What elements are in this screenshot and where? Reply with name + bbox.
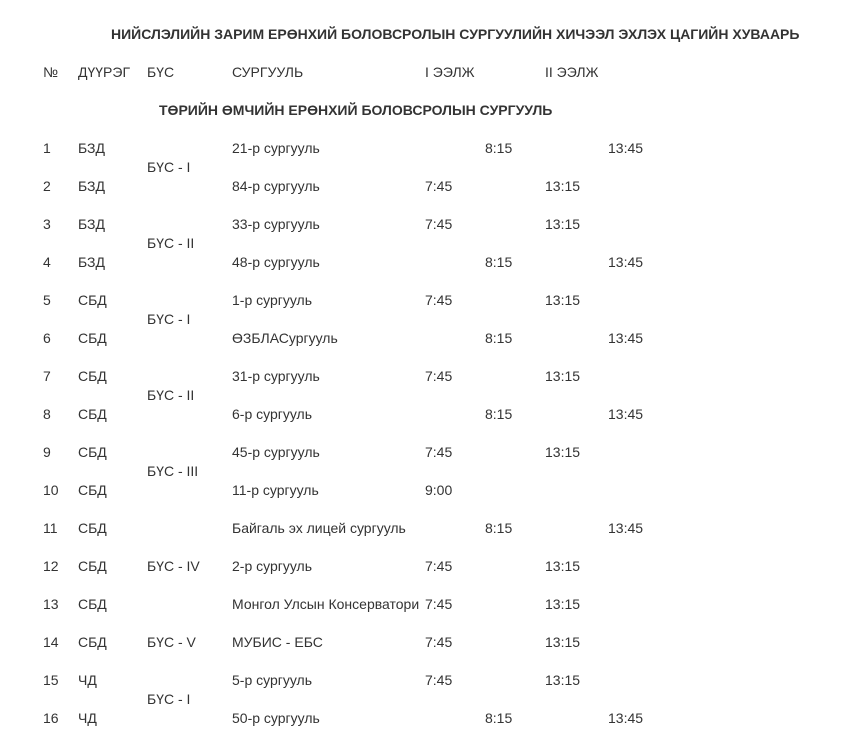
row-district: СБД <box>78 634 107 650</box>
row-number: 6 <box>43 330 51 346</box>
bus-zone-label: БҮС - II <box>147 387 195 403</box>
row-number: 16 <box>43 710 59 726</box>
row-district: СБД <box>78 406 107 422</box>
row-shift1-time: 7:45 <box>425 558 453 574</box>
row-district: СБД <box>78 444 107 460</box>
bus-zone-label: БҮС - I <box>147 159 191 175</box>
row-school: ӨЗБЛАСургууль <box>232 330 338 346</box>
bus-zone-label: БҮС - II <box>147 235 195 251</box>
row-district: БЗД <box>78 216 105 232</box>
row-shift2-time: 13:15 <box>545 444 581 460</box>
row-school: 84-р сургууль <box>232 178 320 194</box>
row-school: 31-р сургууль <box>232 368 320 384</box>
row-district: СБД <box>78 368 107 384</box>
row-district: ЧД <box>78 672 97 688</box>
bus-zone-label: БҮС - IV <box>147 558 200 574</box>
bus-zone-label: БҮС - I <box>147 691 191 707</box>
row-shift1-time: 9:00 <box>425 482 453 498</box>
row-shift2-time: 13:15 <box>545 368 581 384</box>
row-district: БЗД <box>78 140 105 156</box>
header-num: № <box>43 64 59 80</box>
row-shift2-time: 13:45 <box>608 254 644 270</box>
row-shift2-time: 13:45 <box>608 406 644 422</box>
page-title: НИЙСЛЭЛИЙН ЗАРИМ ЕРӨНХИЙ БОЛОВСРОЛЫН СУРГУУЛИЙН ХИЧЭЭЛ ЭХЛЭХ ЦАГИЙН ХУВААРЬ <box>111 26 800 42</box>
row-school: 5-р сургууль <box>232 672 313 688</box>
section-title: ТӨРИЙН ӨМЧИЙН ЕРӨНХИЙ БОЛОВСРОЛЫН СУРГУУЛЬ <box>159 102 553 118</box>
row-shift1-time: 7:45 <box>425 444 453 460</box>
row-shift1-time: 7:45 <box>425 634 453 650</box>
row-district: СБД <box>78 520 107 536</box>
header-school: СУРГУУЛЬ <box>232 64 304 80</box>
row-school: 33-р сургууль <box>232 216 320 232</box>
row-school: 48-р сургууль <box>232 254 320 270</box>
header-shift2: II ЭЭЛЖ <box>545 64 599 80</box>
row-shift2-time: 13:15 <box>545 216 581 232</box>
row-shift2-time: 13:15 <box>545 178 581 194</box>
row-shift2-time: 13:45 <box>608 520 644 536</box>
row-number: 11 <box>43 520 58 536</box>
row-district: СБД <box>78 330 107 346</box>
row-school: Монгол Улсын Консерватори <box>232 596 420 612</box>
header-shift1: I ЭЭЛЖ <box>425 64 475 80</box>
row-number: 15 <box>43 672 59 688</box>
row-shift2-time: 13:15 <box>545 292 581 308</box>
row-district: СБД <box>78 558 107 574</box>
row-shift1-time: 7:45 <box>425 216 453 232</box>
row-shift2-time: 13:45 <box>608 330 644 346</box>
row-shift1-time: 8:15 <box>485 710 513 726</box>
row-shift1-time: 7:45 <box>425 368 453 384</box>
bus-zone-label: БҮС - I <box>147 311 191 327</box>
row-number: 1 <box>43 140 51 156</box>
row-shift2-time: 13:15 <box>545 672 581 688</box>
row-school: 21-р сургууль <box>232 140 320 156</box>
row-district: БЗД <box>78 254 105 270</box>
row-shift2-time: 13:15 <box>545 596 581 612</box>
row-shift1-time: 7:45 <box>425 178 453 194</box>
row-shift1-time: 7:45 <box>425 292 453 308</box>
row-shift1-time: 7:45 <box>425 596 453 612</box>
row-shift1-time: 8:15 <box>485 330 513 346</box>
row-school: 2-р сургууль <box>232 558 313 574</box>
row-school: МУБИС - ЕБС <box>232 634 323 650</box>
row-number: 10 <box>43 482 59 498</box>
row-number: 8 <box>43 406 51 422</box>
row-number: 9 <box>43 444 51 460</box>
row-school: 6-р сургууль <box>232 406 313 422</box>
row-number: 13 <box>43 596 59 612</box>
row-shift1-time: 7:45 <box>425 672 453 688</box>
row-shift2-time: 13:45 <box>608 710 644 726</box>
row-shift1-time: 8:15 <box>485 406 513 422</box>
row-shift2-time: 13:15 <box>545 634 581 650</box>
row-school: 50-р сургууль <box>232 710 320 726</box>
header-bus: БҮС <box>147 64 175 80</box>
row-school: Байгаль эх лицей сургууль <box>232 520 406 536</box>
row-district: СБД <box>78 596 107 612</box>
row-shift1-time: 8:15 <box>485 140 513 156</box>
row-school: 11-р сургууль <box>232 482 319 498</box>
bus-zone-label: БҮС - III <box>147 463 199 479</box>
header-district: ДҮҮРЭГ <box>78 64 131 80</box>
bus-zone-label: БҮС - V <box>147 634 196 650</box>
row-number: 4 <box>43 254 51 270</box>
row-number: 5 <box>43 292 51 308</box>
row-district: БЗД <box>78 178 105 194</box>
row-district: ЧД <box>78 710 97 726</box>
row-school: 1-р сургууль <box>232 292 313 308</box>
row-district: СБД <box>78 292 107 308</box>
row-shift2-time: 13:45 <box>608 140 644 156</box>
row-district: СБД <box>78 482 107 498</box>
row-number: 7 <box>43 368 51 384</box>
row-shift1-time: 8:15 <box>485 520 513 536</box>
row-number: 3 <box>43 216 51 232</box>
row-school: 45-р сургууль <box>232 444 320 460</box>
row-number: 14 <box>43 634 59 650</box>
row-number: 2 <box>43 178 51 194</box>
row-shift1-time: 8:15 <box>485 254 513 270</box>
row-shift2-time: 13:15 <box>545 558 581 574</box>
row-number: 12 <box>43 558 59 574</box>
